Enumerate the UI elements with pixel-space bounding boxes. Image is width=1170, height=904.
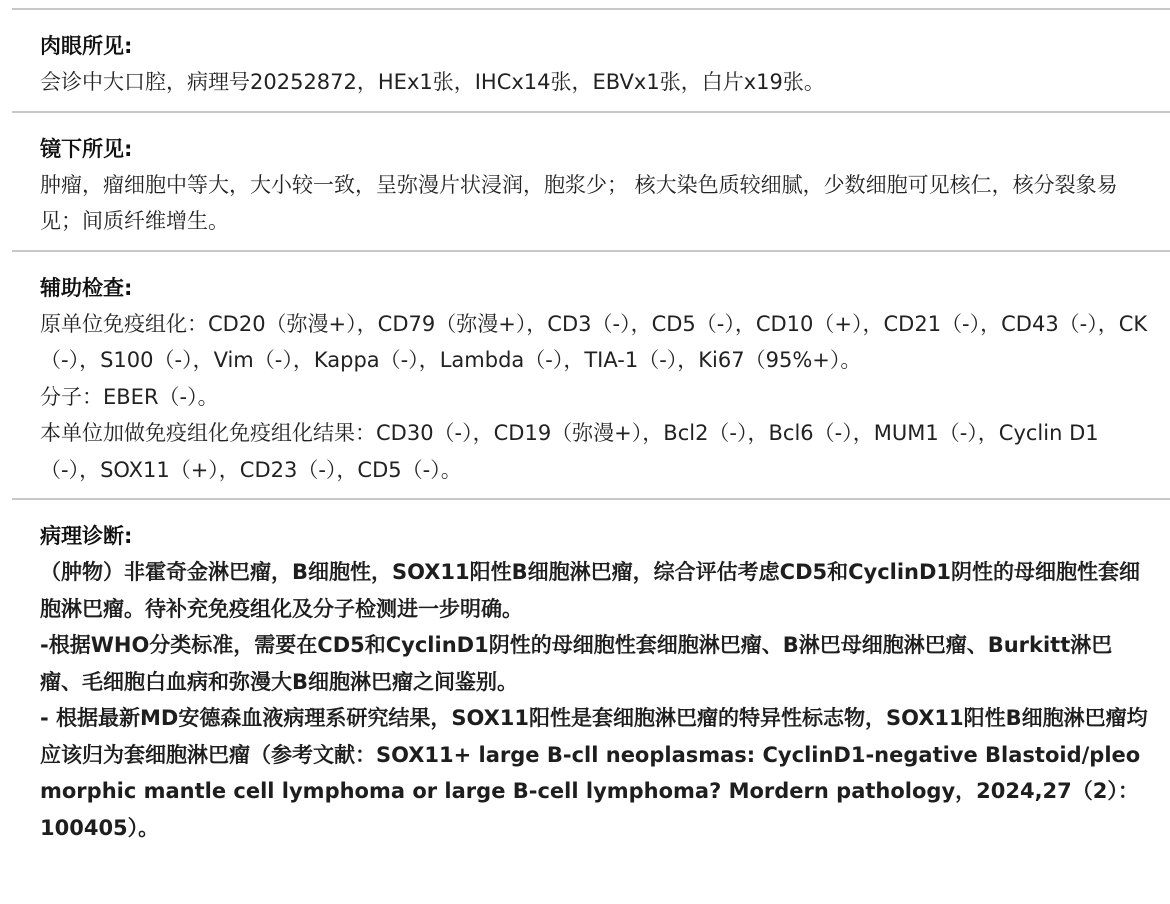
diagnosis-section xyxy=(40,500,1150,856)
aux-heading: 辅助检查: xyxy=(40,275,133,300)
molecular-text: 分子：EBER（-）。 xyxy=(40,384,219,409)
gross-section xyxy=(40,10,1150,111)
pathology-report xyxy=(40,0,1150,856)
diagnosis-heading: 病理诊断: xyxy=(40,524,133,548)
gross-text: 会诊中大口腔，病理号20252872，HEx1张，IHCx14张，EBVx1张，白片x19张。 xyxy=(40,70,825,94)
diagnosis-note-who: -根据WHO分类标准，需要在CD5和CyclinD1阴性的母细胞性套细胞淋巴瘤、B淋巴母细胞淋巴瘤、Burkitt淋巴瘤、毛细胞白血病和弥漫大B细胞淋巴瘤之间鉴别。 xyxy=(40,633,1113,694)
diagnosis-main-text: （肿物）非霍奇金淋巴瘤，B细胞性，SOX11阳性B细胞淋巴瘤，综合评估考虑CD5和CyclinD1阴性的母细胞性套细胞淋巴瘤。待补充免疫组化及分子检测进一步明确。 xyxy=(40,560,1141,621)
aux-section xyxy=(40,252,1150,499)
gross-heading: 肉眼所见: xyxy=(40,34,133,58)
micro-text: 肿瘤，瘤细胞中等大，大小较一致，呈弥漫片状浸润，胞浆少； 核大染色质较细腻，少数细胞可见核仁，核分裂象易见；间质纤维增生。 xyxy=(40,172,1118,233)
ihc-original-text: 原单位免疫组化：CD20（弥漫+），CD79（弥漫+），CD3（-），CD5（-），CD10（+），CD21（-），CD43（-），CK（-），S100（-），Vim（-），Kappa（-），Lambda（-），TIA-1（-），Ki67（95%+）。 xyxy=(40,311,1148,372)
micro-heading: 镜下所见: xyxy=(40,136,133,161)
ihc-additional-text: 本单位加做免疫组化免疫组化结果：CD30（-），CD19（弥漫+），Bcl2（-），Bcl6（-），MUM1（-），Cyclin D1（-），SOX11（+），CD23（-），CD5（-）。 xyxy=(40,421,1099,482)
diagnosis-note-md-anderson: - 根据最新MD安德森血液病理系研究结果，SOX11阳性是套细胞淋巴瘤的特异性标志物，SOX11阳性B细胞淋巴瘤均应该归为套细胞淋巴瘤（参考文献：SOX11+ large B-cll neoplasmas: CyclinD1-negative Blastoid/pleomorphic mantle cell lymphoma or large B-cell lymphoma? Mordern pathology，2024,27（2）：100405）。 xyxy=(40,706,1148,840)
micro-section xyxy=(40,113,1150,250)
